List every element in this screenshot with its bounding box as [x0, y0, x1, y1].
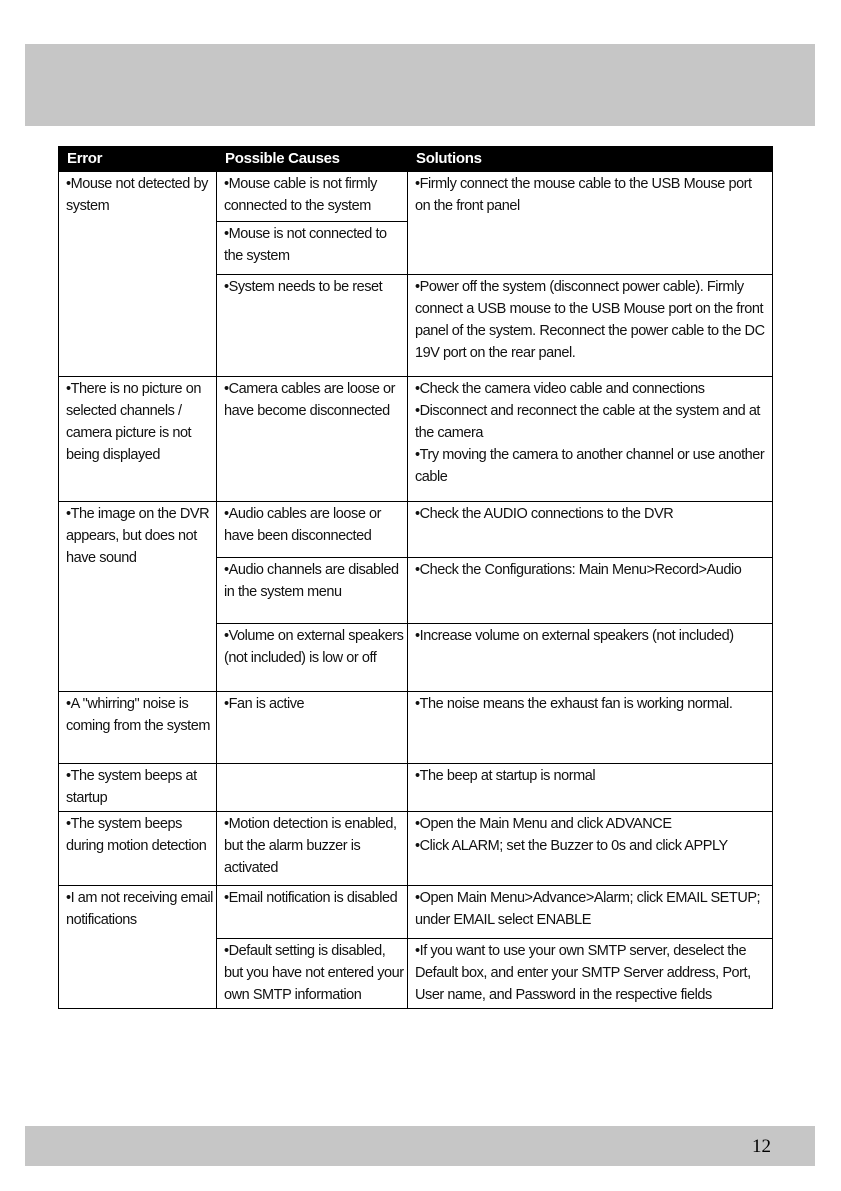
cause-cell: •Default setting is disabled, but you have not entered your own SMTP information — [217, 939, 408, 1009]
header-band — [25, 44, 815, 126]
solution-cell — [408, 692, 773, 764]
error-cell: •I am not receiving email notifications — [59, 886, 217, 1009]
table-row — [59, 886, 773, 939]
cause-cell: •Mouse is not connected to the system — [217, 222, 408, 275]
table-row — [59, 377, 773, 502]
cause-cell — [217, 764, 408, 812]
error-cell: •The system beeps at startup — [59, 764, 217, 812]
error-cell: •Mouse not detected by system — [59, 172, 217, 377]
cause-cell: •System needs to be reset — [217, 275, 408, 377]
table-row — [59, 692, 773, 764]
cause-cell: •Email notification is disabled — [217, 886, 408, 939]
solution-line: •Increase volume on external speakers (not included) — [415, 628, 734, 644]
cause-cell: •Camera cables are loose or have become disconnected — [217, 377, 408, 502]
solution-cell — [408, 172, 773, 275]
page-number: 12 — [752, 1136, 771, 1157]
cause-cell: •Motion detection is enabled, but the alarm buzzer is activated — [217, 812, 408, 886]
error-cell: •The image on the DVR appears, but does not have sound — [59, 502, 217, 692]
table-row — [59, 502, 773, 558]
solution-line: •Check the camera video cable and connections — [415, 381, 705, 397]
solution-cell — [408, 624, 773, 692]
cause-cell: •Mouse cable is not firmly connected to the system — [217, 172, 408, 222]
table-row — [59, 812, 773, 886]
solution-cell — [408, 558, 773, 624]
solution-line: •Check the AUDIO connections to the DVR — [415, 506, 674, 522]
solution-line: •If you want to use your own SMTP server, deselect the Default box, and enter your SMTP Server address, Port, User name, and Password in the respective fields — [415, 943, 751, 1003]
table-header-row — [59, 147, 773, 172]
solution-line: •Power off the system (disconnect power cable). Firmly connect a USB mouse to the USB Mouse port on the front panel of the system. Reconnect the power cable to the DC 19V port on the rear panel. — [415, 279, 765, 361]
cause-cell: •Volume on external speakers (not included) is low or off — [217, 624, 408, 692]
solution-line: •Open the Main Menu and click ADVANCE — [415, 816, 672, 832]
solution-line: •Firmly connect the mouse cable to the USB Mouse port on the front panel — [415, 176, 752, 214]
solution-line: •Check the Configurations: Main Menu>Record>Audio — [415, 562, 742, 578]
header-solutions: Solutions — [408, 147, 773, 172]
error-cell: •The system beeps during motion detection — [59, 812, 217, 886]
header-error: Error — [59, 147, 217, 172]
solution-cell — [408, 886, 773, 939]
solution-line: •Click ALARM; set the Buzzer to 0s and click APPLY — [415, 838, 728, 854]
footer-band — [25, 1126, 815, 1166]
header-possible-causes: Possible Causes — [217, 147, 408, 172]
solution-cell — [408, 377, 773, 502]
solution-line: •The noise means the exhaust fan is working normal. — [415, 696, 733, 712]
error-cell: •There is no picture on selected channels / camera picture is not being displayed — [59, 377, 217, 502]
solution-cell — [408, 502, 773, 558]
cause-cell: •Fan is active — [217, 692, 408, 764]
error-cell: •A "whirring" noise is coming from the system — [59, 692, 217, 764]
solution-cell — [408, 939, 773, 1009]
solution-line: •Try moving the camera to another channel or use another cable — [415, 447, 765, 485]
troubleshooting-table — [58, 146, 773, 1009]
table-row — [59, 172, 773, 222]
cause-cell: •Audio cables are loose or have been disconnected — [217, 502, 408, 558]
solution-line: •The beep at startup is normal — [415, 768, 596, 784]
solution-cell — [408, 764, 773, 812]
solution-line: •Disconnect and reconnect the cable at the system and at the camera — [415, 403, 761, 441]
solution-cell — [408, 275, 773, 377]
solution-cell — [408, 812, 773, 886]
solution-line: •Open Main Menu>Advance>Alarm; click EMAIL SETUP; under EMAIL select ENABLE — [415, 890, 761, 928]
cause-cell: •Audio channels are disabled in the system menu — [217, 558, 408, 624]
table-row — [59, 764, 773, 812]
